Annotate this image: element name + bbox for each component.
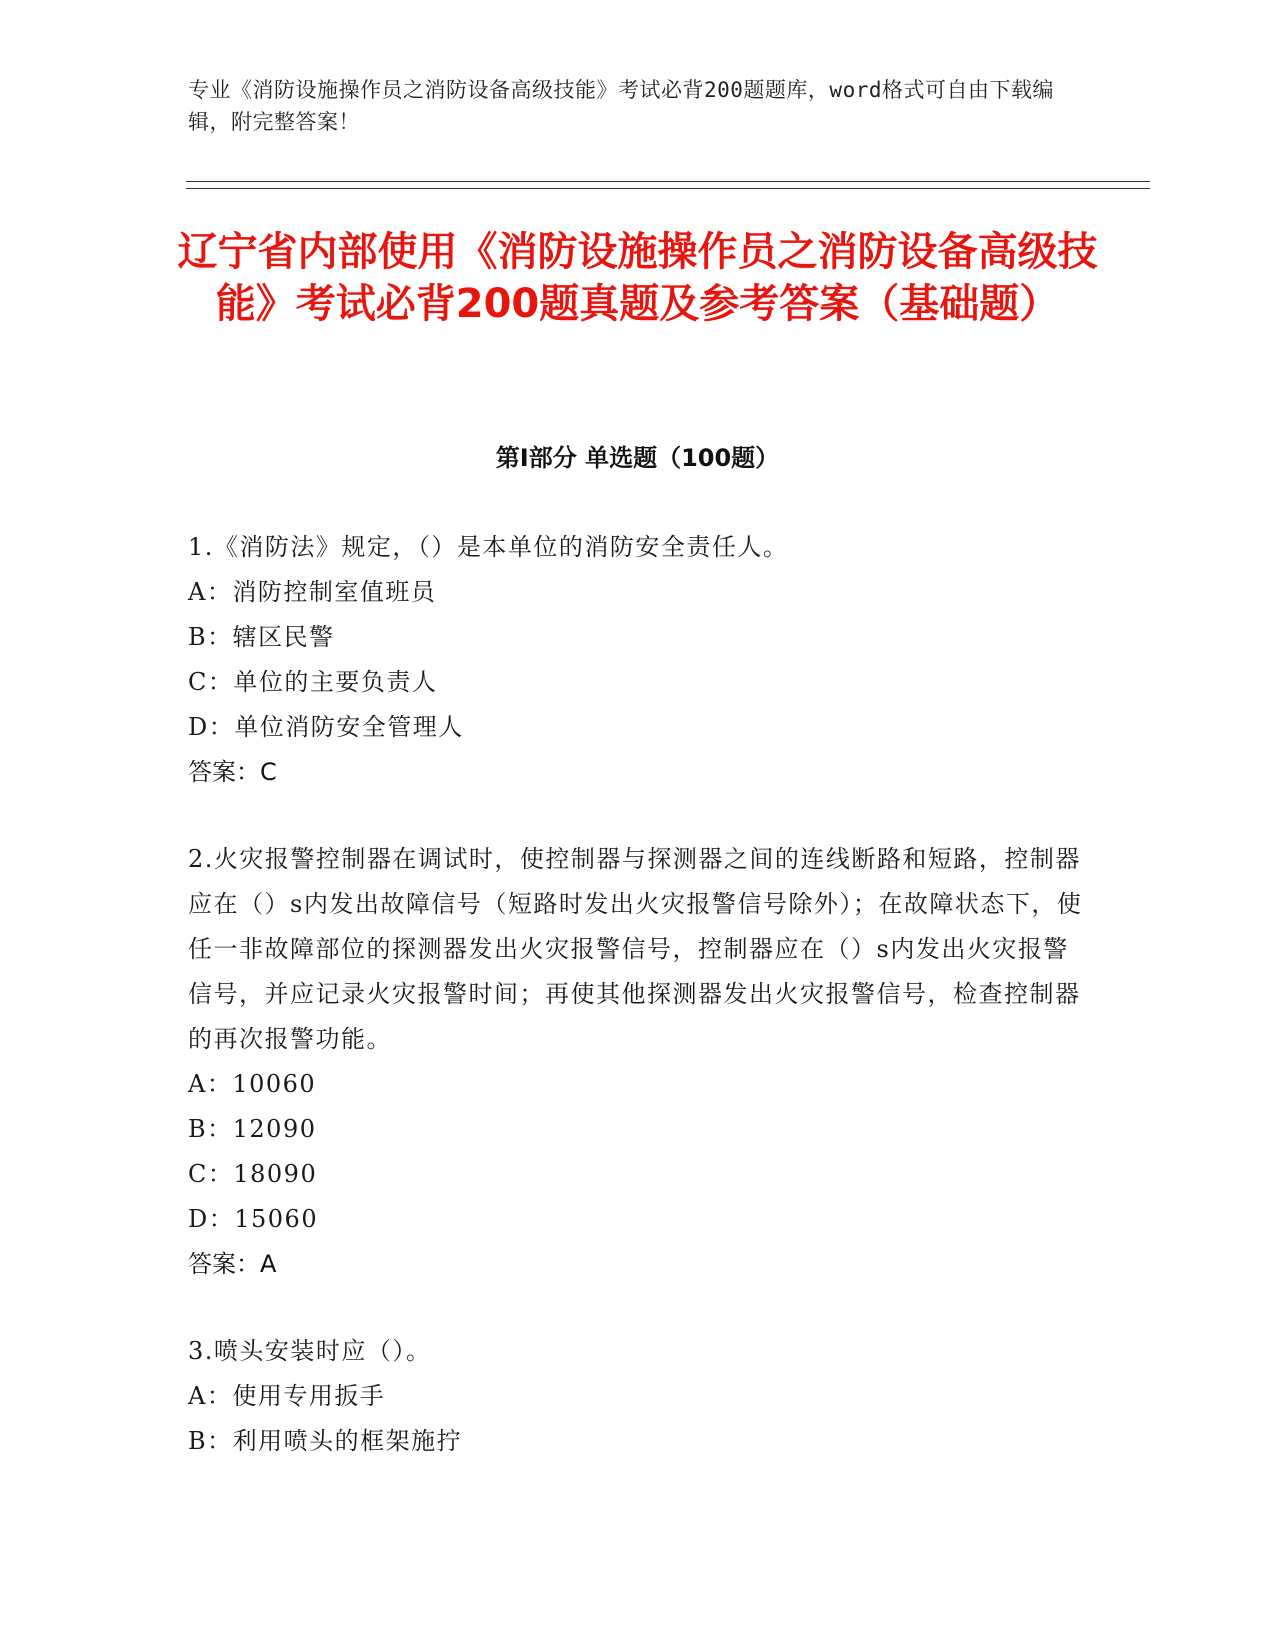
header-note: 专业《消防设施操作员之消防设备高级技能》考试必背200题题库，word格式可自由下载编辑，附完整答案！ <box>188 78 1054 134</box>
option-c: C：单位的主要负责人 <box>188 668 438 696</box>
option-a: A：消防控制室值班员 <box>188 578 437 606</box>
header-rule-bottom <box>186 188 1150 189</box>
option-b: B：利用喷头的框架施拧 <box>188 1427 463 1455</box>
section-title: 第Ⅰ部分 单选题（100题） <box>495 444 780 472</box>
option-a: A：10060 <box>188 1070 317 1098</box>
option-d: D：单位消防安全管理人 <box>188 713 464 741</box>
question-3 <box>188 1329 1088 1464</box>
option-b: B：辖区民警 <box>188 623 335 651</box>
header-rule-top <box>186 181 1150 182</box>
question-stem: 2.火灾报警控制器在调试时，使控制器与探测器之间的连线断路和短路，控制器应在（）s内发出故障信号（短路时发出火灾报警信号除外）；在故障状态下，使任一非故障部位的探测器发出火灾报警信号，控制器应在（）s内发出火灾报警信号，并应记录火灾报警时间；再使其他探测器发出火灾报警信号，检查控制器的再次报警功能。 <box>188 845 1083 1053</box>
option-d: D：15060 <box>188 1205 319 1233</box>
question-stem: 3.喷头安装时应（）。 <box>188 1337 432 1365</box>
answer-line: 答案：A <box>188 1250 277 1278</box>
answer-line: 答案：C <box>188 758 277 786</box>
document-title: 辽宁省内部使用《消防设施操作员之消防设备高级技能》考试必背200题真题及参考答案（基础题） <box>177 229 1098 327</box>
question-1 <box>188 525 1088 795</box>
question-list <box>188 525 1088 1506</box>
question-stem: 1.《消防法》规定，（）是本单位的消防安全责任人。 <box>188 533 789 561</box>
option-a: A：使用专用扳手 <box>188 1382 386 1410</box>
question-2 <box>188 837 1088 1287</box>
option-b: B：12090 <box>188 1115 317 1143</box>
option-c: C：18090 <box>188 1160 318 1188</box>
